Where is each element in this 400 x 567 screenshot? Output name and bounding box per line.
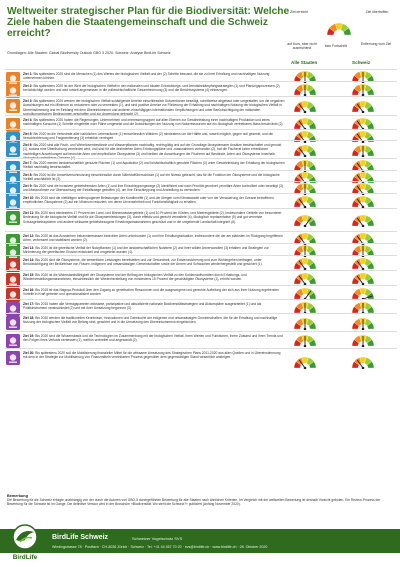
target-description: Bis 2020 sind die Wissensbasis und die Technologien im Zusammenhang mit der biologischen Vielfalt, ihren Werten und Funktionen, ihrem Zustand und ihren Trends und den Folgen ihres Verlusts verbessert (1), weithin verbreitet und angewandt (2). [23, 334, 283, 343]
legend-label: Ziel erreicht [290, 10, 308, 14]
target-label: Ziel 15: [23, 273, 36, 277]
legend-label: Ziel übertroffen [365, 10, 389, 14]
target-label: Ziel 11: [23, 211, 36, 215]
page-title: Weltweiter strategischer Plan für die Biodiversität: Welche Ziele haben die Staatengemeinschaft und die Schweiz erreicht? [7, 6, 290, 39]
target-description: Bis 2020 ist die genetische Vielfalt der Nutzpflanzen (1) und der landwirtschaftlichen Nutztiere (2) und ihrer wilden Artverwandten (3) erhalten und Strategien zur Minimierung der genetischen Erosion entwickelt und umgesetzt worden (4). [23, 246, 269, 255]
birdlife-logo-icon [8, 522, 42, 562]
target-label: Ziel 6: [23, 143, 34, 147]
target-label: Ziel 16: [23, 288, 36, 292]
target-row [5, 299, 397, 313]
target-description: Bis 2020 ist das Aussterben bekanntermassen bedrohter Arten unterbunden (1) und ihre Erhaltungssituation, insbesondere die der am stärksten im Rückgang begriffenen Arten, verbessert und stabilisiert worden (2). [23, 234, 283, 243]
gauge-all-states-icon [293, 214, 317, 227]
target-description: Bis 2020 ist die Verlustrate aller natürlichen Lebensräume (1) einschliesslich Wäldern (2) mindestens um die Hälfte und, soweit möglich, gegen null gesenkt, und die Verschlechterung und Fragmentierung (3) erheblich verringert. [23, 132, 273, 141]
target-row [5, 140, 397, 158]
target-description: Bis spätestens 2020 soll die Mobilisierung finanzieller Mittel für die wirksame Umsetzung des Strategischen Plans 2011-2020 aus allen Quellen und in Übereinstimmung mit dem in der Strategie zur Mobilisierung von Finanzmitteln vereinbarten Prozess gegenüber dem gegenwärtigen Stand wesentlich ansteigen. [23, 351, 281, 360]
target-description: Bis 2015 ist das Nagoya-Protokoll über den Zugang zu genetischen Ressourcen und die ausgewogene und gerechte Aufteilung der sich aus ihrer Nutzung ergebenden Vorteile in Kraft getreten und operationalisiert worden. [23, 288, 280, 297]
target-description: Bis spätestens 2020 sind die Menschen (1) des Wertes der biologischen Vielfalt und der (2) Schritte bewusst, die sie zu ihrer Erhaltung und nachhaltigen Nutzung unternehmen können. [23, 72, 270, 81]
target-label: Ziel 5: [23, 132, 34, 136]
gauge-switzerland-icon [351, 214, 375, 227]
target-icon [6, 99, 20, 113]
gauge-switzerland-icon [351, 356, 375, 369]
target-text [23, 273, 285, 282]
remark-section [7, 494, 393, 507]
gauge-all-states-icon [293, 144, 317, 157]
target-text [23, 161, 285, 170]
target-text [23, 72, 285, 81]
footer-bar [0, 529, 400, 553]
column-header-switzerland: Schweiz [352, 60, 371, 65]
brand-subtitle: Schweizer Vogelschutz SVS [132, 536, 183, 541]
target-description: Bis 2020 sind mindestens 17 Prozent der Land- und Binnenwassergebiete (1) und 10 Prozent der Küsten- und Meeresgebiete (2), insbesondere Gebiete von besonderer Bedeutung für die biologische Vielfalt und für die Ökosystemleistungen (3), durch effektiv und gerecht verwaltete (4), ökologisch repräsentative (5) und gut vernetzte Schutzgebietssysteme und andere wirksame gebietsbezogene Erhaltungsmassnahmen geschützt und in die umgebende Landschaft integriert (6). [23, 211, 282, 224]
target-label: Ziel 9: [23, 184, 34, 188]
legend [283, 4, 395, 60]
target-text [23, 316, 285, 325]
target-text [23, 196, 285, 205]
target-row [5, 115, 397, 129]
target-description: Bis 2020 werden landwirtschaftlich genutzte Flächen (1) und Aquakultur (2) und forstwirtschaftlich genutzte Flächen (3) unter Gewährleistung der Erhaltung der biologischen Vielfalt nachhaltig bewirtschaftet. [23, 161, 285, 170]
target-text [23, 351, 285, 360]
target-description: Bis spätestens 2020 ist der Wert der biologischen Vielfalt in den nationalen und lokalen Entwicklungs- und Armutsbekämpfungsstrategien (1) und Planungsprozessen (2) berücksichtigt worden und wird soweit angemessen in die volkswirtschaftliche Gesamtrechnung (3) und die Berichtssysteme (4) einbezogen. [23, 84, 280, 93]
target-label: Ziel 4: [23, 118, 34, 122]
gauge-all-states-icon [293, 356, 317, 369]
target-text [23, 334, 285, 343]
target-row [5, 69, 397, 81]
target-row [5, 81, 397, 96]
target-row [5, 208, 397, 231]
gauge-all-states-icon [293, 83, 317, 96]
gauge-switzerland-icon [351, 195, 375, 208]
target-row [5, 181, 397, 193]
target-text [23, 84, 285, 93]
legend-gauge-icon [326, 22, 352, 36]
target-description: Bis 2020 ist die Widerstandsfähigkeit der Ökosysteme und der Beitrag der biologischen Vielfalt zu den Kohlenstoffvorräten durch Erhaltungs- und Wiederherstellungsmassnahmen, einschliesslich der Wiederherstellung von mindestens 15 Prozent der geschädigten Ökosysteme (1), erhöht worden. [23, 273, 247, 282]
footer [0, 520, 400, 567]
target-description: Bis spätestens 2020 werden der biologischen Vielfalt schädigende Anreize einschliesslich Subventionen beseitigt, schrittweise abgebaut oder umgestaltet, um die negativen Auswirkungen auf ein Minimum zu reduzieren oder zu vermeiden (1), und sind positive Anreize zur Förderung der Erhaltung und nachhaltigen Nutzung der biologischen Vielfalt in Übereinstimmung und im Einklang mit dem Übereinkommen und anderen einschlägigen internationalen Verpflichtungen und unter Berücksichtigung der nationalen sozioökonomischen Bedingungen geschaffen und zur Anwendung gebracht (2). [23, 99, 285, 116]
target-row [5, 129, 397, 140]
target-icon [6, 316, 20, 330]
target-label: Ziel 19: [23, 334, 36, 338]
gauge-switzerland-icon [351, 83, 375, 96]
target-row [5, 170, 397, 181]
gauge-switzerland-icon [351, 100, 375, 113]
target-text [23, 234, 285, 243]
target-description: Bis 2020 sind alle Fisch- und Wirbellosenbestände und Wasserpflanzen nachhaltig, rechtsgültig und auf der Grundlage ökosystemarer Ansätze bewirtschaftet und genutzt (1), sodass eine Überfischung vermieden wird, und sind für alle dezimierten Arten Erholungspläne und -massnahmen vorhanden (2), hat die Fischerei keine erheblichen nachteiligen Auswirkungen auf bedrohte Arten und empfindliche Ökosysteme (3) und bleiben die Auswirkungen der Fischerei auf Bestände, Arten und Ökosysteme innerhalb ökologisch vertretbarer Grenzen (4). [23, 143, 282, 160]
target-label: Ziel 10: [23, 196, 36, 200]
target-label: Ziel 8: [23, 173, 34, 177]
target-label: Ziel 7: [23, 161, 34, 165]
target-row [5, 255, 397, 270]
target-text [23, 258, 285, 267]
remark-text: Die Bewertung für die Schweiz erfolgte unabhängig von der durch die Autoren von GBO-5 durchgeführten Bewertung für alle Staaten nach ähnlichen Kriterien. Im Vergleich mit der weltweiten Bewertung ist deshalb Vorsicht geboten. Ein Review-Prozess der Bewertung für die Schweiz ist im Gange. Die definitive Version wird in der Broschüre «Biodiversität: Wo steht die Schweiz?» publiziert (Anfang November 2020). [7, 498, 381, 507]
target-label: Ziel 14: [23, 258, 36, 262]
target-description: Bis 2015 haben alle Vertragsparteien wirksame, partizipative und aktualisierte nationale Biodiversitätsstrategien und Aktionspläne ausgearbeitet (1) und als Politikinstrument verabschiedet (2) und mit ihrer Umsetzung begonnen (3). [23, 302, 262, 311]
legend-label: auf Kurs, aber nicht ausreichend [287, 42, 317, 50]
brand-name: BirdLife Schweiz [52, 534, 109, 541]
gauge-switzerland-icon [351, 334, 375, 347]
target-description: Bis spätestens 2020 haben die Regierungen, Unternehmen und Interessengruppen auf allen Ebenen zur Gewährleistung einer nachhaltigen Produktion und eines nachhaltigen Konsums (1) Schritte eingeleitet oder Pläne umgesetzt und die Auswirkungen der Nutzung von Naturressourcen auf ein ökologisch vertretbares Mass beschränkt (2). [23, 118, 284, 127]
logo-text: BirdLife [12, 554, 38, 561]
target-icon [6, 143, 20, 157]
gauge-all-states-icon [293, 100, 317, 113]
gauge-switzerland-icon [351, 272, 375, 285]
target-row [5, 285, 397, 299]
target-icon [6, 351, 20, 365]
target-label: Ziel 13: [23, 246, 36, 250]
target-description: Bis 2020 werden die traditionellen Kenntnisse, Innovationen und Gebräuche der indigenen und ortsansässigen Gemeinschaften, die für die Erhaltung und nachhaltige Nutzung der biologischen Vielfalt von Belang sind, geachtet und in die Umsetzung des Übereinkommens eingebunden. [23, 316, 278, 325]
target-row [5, 270, 397, 285]
target-description: Bis 2020 ist die Umweltverschmutzung einschliesslich durch Nährstoffüberschüsse (1) auf ein Niveau gebracht, das für die Funktion der Ökosysteme und die biologische Vielfalt unschädlich ist (2). [23, 173, 280, 182]
target-text [23, 211, 285, 224]
target-text [23, 118, 285, 127]
sources-line: Grundlagen: Alle Staaten: Global Biodiversity Outlook GBO 5 2020. Schweiz: Analyse BirdLife Schweiz [7, 51, 171, 55]
target-label: Ziel 3: [23, 99, 34, 103]
target-row [5, 331, 397, 348]
target-label: Ziel 17: [23, 302, 36, 306]
target-description: Bis 2015 sind die vielfältigen anthropogenen Belastungen der Korallenriffe (1) und der übrigen vom Klimawandel oder von der Versauerung der Ozeane betroffenen empfindlichen Ökosysteme (2) auf ein Minimum reduziert, um deren Unversehrtheit und Funktionsfähigkeit zu erhalten. [23, 196, 274, 205]
target-row [5, 348, 397, 374]
target-label: Ziel 20: [23, 351, 36, 355]
target-text [23, 302, 285, 311]
legend-label: Entfernung vom Ziel [360, 42, 392, 46]
target-icon [6, 334, 20, 348]
target-label: Ziel 18: [23, 316, 36, 320]
target-row [5, 96, 397, 115]
target-label: Ziel 2: [23, 84, 34, 88]
column-header-all-states: Alle Staaten [291, 60, 318, 65]
target-description: Bis 2020 sind die invasiven gebietsfremden Arten (1) und ihre Einschleppungswege (2) identifiziert und nach Priorität geordnet, prioritäre Arten kontrolliert oder beseitigt (3) und Massnahmen zur Überwachung der Einfallswege getroffen (4), um ihre Einschleppung und Ansiedlung zu verhindern. [23, 184, 283, 193]
target-row [5, 243, 397, 255]
target-description: Bis 2020 sind die Ökosysteme, die wesentliche Leistungen bereitstellen und zur Gesundheit, zur Existenzsicherung und zum Wohlergehen beitragen, unter Berücksichtigung der Bedürfnisse von Frauen, indigenen und ortsansässigen Gemeinschaften sowie der Armen und Schwachen wiederhergestellt und gesichert (1). [23, 258, 263, 267]
gauge-switzerland-icon [351, 257, 375, 270]
gauge-all-states-icon [293, 272, 317, 285]
footer-address: Wiedingstrasse 78 · Postfach · CH-8036 Zürich · Schweiz · Tel. +41 44 457 70 20 · svs@birdlife.ch · www.birdlife.ch · 28. Oktober 2020 [52, 545, 268, 549]
target-text [23, 288, 285, 297]
target-icon [6, 211, 20, 225]
target-row [5, 313, 397, 331]
gauge-switzerland-icon [351, 144, 375, 157]
legend-label: kein Fortschritt [324, 44, 348, 48]
target-label: Ziel 12: [23, 234, 36, 238]
target-text [23, 246, 285, 255]
remark-heading: Bemerkung [7, 494, 28, 498]
target-row [5, 231, 397, 243]
gauge-all-states-icon [293, 195, 317, 208]
target-label: Ziel 1: [23, 72, 34, 76]
gauge-all-states-icon [293, 257, 317, 270]
gauge-switzerland-icon [351, 317, 375, 330]
gauge-all-states-icon [293, 317, 317, 330]
target-row [5, 193, 397, 208]
gauge-all-states-icon [293, 334, 317, 347]
target-text [23, 184, 285, 193]
target-text [23, 99, 285, 116]
target-row [5, 158, 397, 170]
